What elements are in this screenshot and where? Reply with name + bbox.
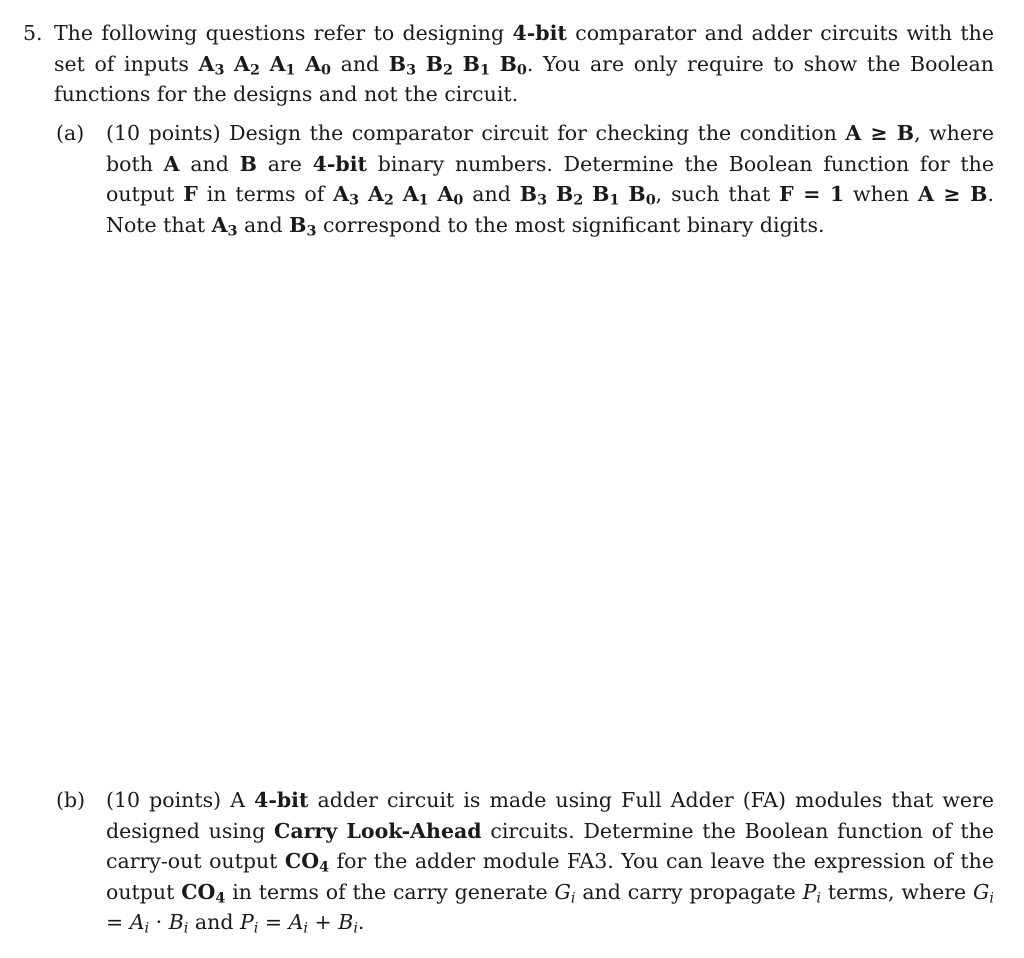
part-a-points: (10 points) xyxy=(106,121,221,145)
input-b3: $B_3$ xyxy=(388,51,417,79)
intro-line-1: The following questions refer to designing 4-bit comparator and adder circuits with the set of inputs xyxy=(54,21,994,76)
input-a2: $A_2$ xyxy=(234,51,260,79)
output-f: F xyxy=(183,182,198,206)
input-b0: $B_0$ xyxy=(499,51,527,79)
input-a1: $A_1$ xyxy=(269,51,296,79)
carry-out-co4: $CO_4$ xyxy=(284,849,330,876)
question-number: 5. xyxy=(23,21,43,45)
input-a0: $A_0$ xyxy=(305,51,331,79)
intro-line-2: $A_3$ $A_2$ $A_1$ $A_0$ and $B_3$ $B_2$ $B_1$ $B_0$. You are only require to show the Boolean functions for the designs and not the circuit. xyxy=(54,51,994,106)
part-a-label: (a) xyxy=(56,121,85,145)
part-b-points: (10 points) xyxy=(106,788,222,812)
carry-look-ahead: Carry Look-Ahead xyxy=(274,818,482,843)
input-b2: $B_2$ xyxy=(425,51,454,79)
question-intro xyxy=(54,18,994,110)
part-b-label: (b) xyxy=(56,788,86,812)
input-a3: $A_3$ xyxy=(198,51,225,79)
condition-a-ge-b: A ≥ B xyxy=(845,121,915,145)
part-a-text: (10 points) Design the comparator circuit for checking the condition A ≥ B, where both A and B are 4-bit binary numbers. Determine the Boolean function for the output F in terms of $A_3$ $A_2$ $A_1$ $A_0$ and $B_3$ $B_2$ $B_1$ $B_0$, such that F = 1 when A ≥ B. Note that $A_3$ and $B_3$ correspond to the most significant binary digits. xyxy=(106,121,994,240)
intro-text-2a: comparator and adder circuits with the set of inputs xyxy=(54,21,994,76)
bold-4bit: 4-bit xyxy=(512,21,567,45)
input-b1: $B_1$ xyxy=(462,51,490,79)
part-b-text: (10 points) A 4-bit adder circuit is made using Full Adder (FA) modules that were designed using Carry Look-Ahead circuits. Determine the Boolean function of the carry-out output $CO_4$ for the adder module FA3. You can leave the expression of the output $CO_4$ in terms of the carry generate $G_i$ and carry propagate $P_i$ terms, where $G_i = A_i \cdot B_i$ and $P_i = A_i + B_i$. xyxy=(106,788,994,937)
